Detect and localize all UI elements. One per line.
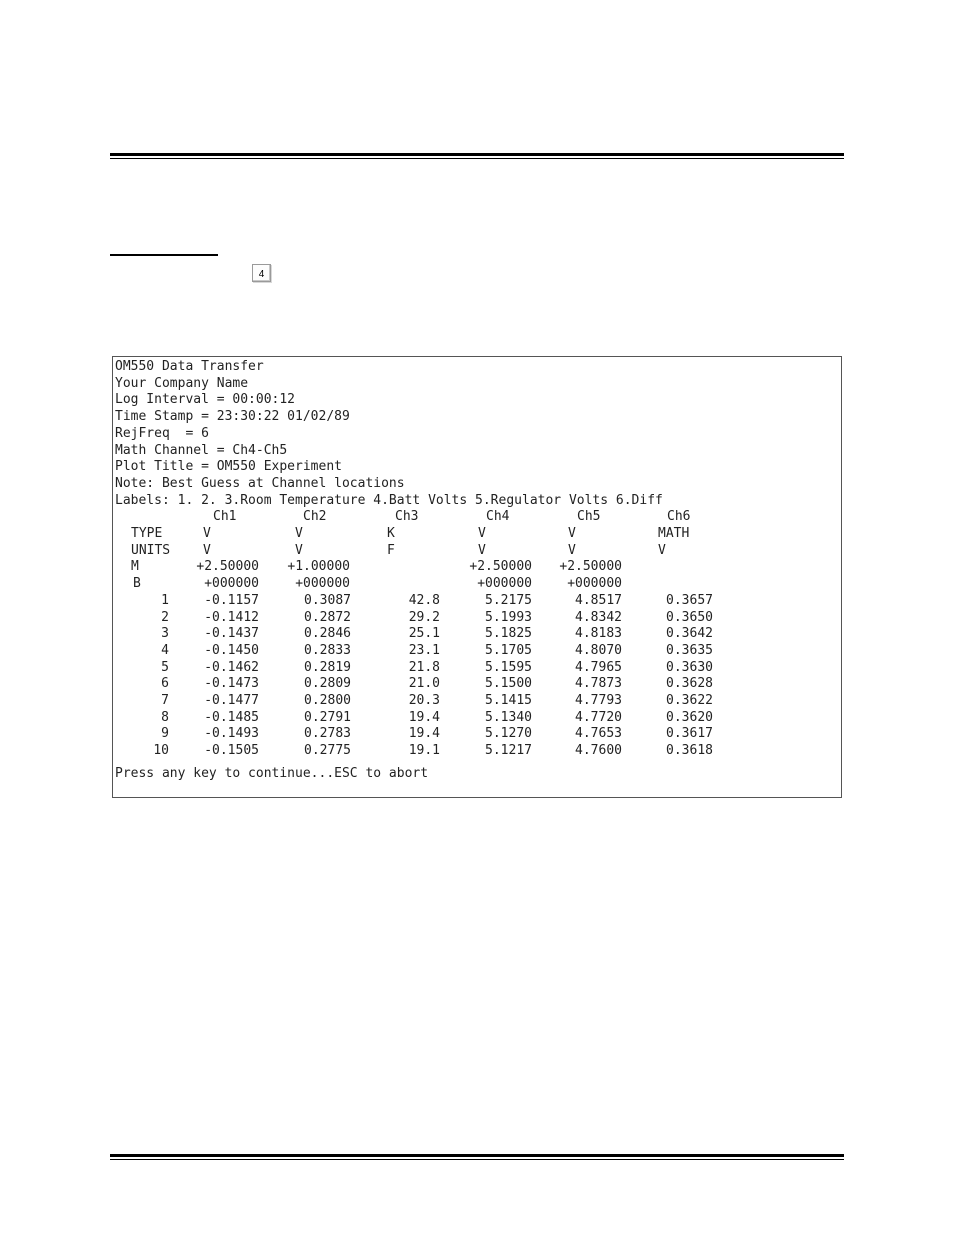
header-rule-thick: [110, 153, 844, 156]
data-cell: -0.1505: [204, 743, 259, 759]
row-index: 9: [161, 726, 169, 742]
data-cell: -0.1473: [204, 676, 259, 692]
data-cell: 0.3622: [666, 693, 713, 708]
data-cell: 0.2800: [304, 693, 351, 708]
data-cell: 0.3657: [666, 592, 713, 608]
keycap-4-icon: [252, 264, 271, 282]
type-value: V: [203, 526, 211, 541]
data-cell: 0.2872: [304, 609, 351, 625]
b-label: B: [133, 576, 141, 592]
data-cell: 0.2833: [304, 642, 351, 658]
data-cell: 19.4: [408, 709, 440, 725]
data-cell: 5.1705: [485, 642, 532, 658]
units-value: V: [658, 542, 666, 558]
data-cell: 4.7653: [575, 726, 622, 742]
header-line: Note: Best Guess at Channel locations: [115, 475, 405, 491]
data-cell: 0.3620: [666, 709, 713, 725]
header-line: Math Channel = Ch4-Ch5: [115, 442, 288, 458]
channel-header: Ch3: [395, 509, 419, 525]
type-value: K: [387, 526, 395, 541]
data-cell: 0.3642: [666, 626, 713, 642]
header-line: Your Company Name: [115, 375, 249, 391]
data-cell: 19.1: [408, 743, 440, 759]
data-transfer-screen: [112, 356, 842, 798]
m-value: +2.50000: [196, 559, 259, 575]
units-label: UNITS: [131, 542, 171, 558]
data-cell: 4.7600: [575, 743, 622, 759]
data-cell: -0.1485: [204, 709, 259, 725]
data-cell: 0.2791: [304, 709, 351, 725]
data-cell: 25.1: [408, 626, 440, 642]
row-index: 10: [153, 743, 169, 759]
row-index: 7: [161, 693, 169, 708]
row-index: 2: [161, 609, 169, 625]
data-cell: 0.3618: [666, 743, 713, 759]
data-cell: 0.2819: [304, 659, 351, 675]
data-cell: 5.1217: [485, 743, 532, 759]
data-cell: 5.1340: [485, 709, 532, 725]
type-value: V: [568, 526, 576, 541]
data-cell: 23.1: [408, 642, 440, 658]
units-value: V: [295, 542, 303, 558]
data-cell: -0.1450: [204, 642, 259, 658]
data-cell: 5.1415: [485, 693, 532, 708]
m-value: +2.50000: [559, 559, 622, 575]
row-index: 4: [161, 642, 169, 658]
type-value: MATH: [658, 526, 690, 541]
data-cell: -0.1437: [204, 626, 259, 642]
data-cell: 4.8183: [575, 626, 622, 642]
data-cell: 29.2: [408, 609, 440, 625]
type-value: V: [478, 526, 486, 541]
row-index: 6: [161, 676, 169, 692]
data-cell: 0.3617: [666, 726, 713, 742]
type-label: TYPE: [131, 526, 163, 541]
header-line: OM550 Data Transfer: [115, 359, 264, 374]
data-cell: 0.2809: [304, 676, 351, 692]
type-value: V: [295, 526, 303, 541]
header-line: Time Stamp = 23:30:22 01/02/89: [115, 409, 350, 425]
data-cell: 0.3650: [666, 609, 713, 625]
header-line: RejFreq = 6: [115, 425, 209, 441]
channel-header: Ch6: [667, 509, 691, 525]
row-index: 1: [161, 592, 169, 608]
keycap-label: 4: [258, 269, 265, 280]
header-line: Labels: 1. 2. 3.Room Temperature 4.Batt Volts 5.Regulator Volts 6.Diff: [115, 492, 663, 508]
data-cell: 4.7965: [575, 659, 622, 675]
units-value: V: [568, 542, 576, 558]
data-cell: -0.1493: [204, 726, 259, 742]
data-cell: 0.2783: [304, 726, 351, 742]
data-cell: 5.1595: [485, 659, 532, 675]
row-index: 8: [161, 709, 169, 725]
data-cell: -0.1157: [204, 592, 259, 608]
units-value: V: [478, 542, 486, 558]
row-index: 5: [161, 659, 169, 675]
b-value: +000000: [295, 576, 350, 592]
m-value: +2.50000: [469, 559, 532, 575]
data-cell: 0.3635: [666, 642, 713, 658]
units-value: V: [203, 542, 211, 558]
b-value: +000000: [567, 576, 622, 592]
data-cell: 19.4: [408, 726, 440, 742]
row-index: 3: [161, 626, 169, 642]
data-cell: 0.3628: [666, 676, 713, 692]
data-cell: 20.3: [408, 693, 440, 708]
data-cell: 4.7720: [575, 709, 622, 725]
data-cell: 0.3630: [666, 659, 713, 675]
data-cell: 4.8070: [575, 642, 622, 658]
data-cell: 4.7793: [575, 693, 622, 708]
data-cell: -0.1477: [204, 693, 259, 708]
data-cell: 0.2775: [304, 743, 351, 759]
b-value: +000000: [477, 576, 532, 592]
channel-header: Ch2: [303, 509, 327, 525]
data-cell: 5.1270: [485, 726, 532, 742]
section-heading-underline: [110, 254, 218, 256]
data-cell: 0.3087: [304, 592, 351, 608]
header-line: Plot Title = OM550 Experiment: [115, 459, 342, 475]
data-cell: 4.8517: [575, 592, 622, 608]
m-label: M: [131, 559, 139, 575]
data-cell: 21.8: [408, 659, 440, 675]
data-cell: 21.0: [408, 676, 440, 692]
data-cell: -0.1412: [204, 609, 259, 625]
b-value: +000000: [204, 576, 259, 592]
header-rule-thin: [110, 158, 844, 159]
channel-header: Ch5: [577, 509, 601, 525]
footer-rule-thick: [110, 1154, 844, 1157]
data-cell: 5.1825: [485, 626, 532, 642]
data-cell: 5.1993: [485, 609, 532, 625]
footer-rule-thin: [110, 1159, 844, 1160]
continue-prompt: Press any key to continue...ESC to abort: [115, 766, 429, 781]
channel-header: Ch1: [213, 509, 237, 525]
data-cell: 4.7873: [575, 676, 622, 692]
header-line: Log Interval = 00:00:12: [115, 392, 296, 408]
data-cell: 42.8: [408, 592, 440, 608]
m-value: +1.00000: [287, 559, 350, 575]
data-cell: 0.2846: [304, 626, 351, 642]
units-value: F: [387, 542, 395, 558]
data-cell: 4.8342: [575, 609, 622, 625]
data-cell: -0.1462: [204, 659, 259, 675]
channel-header: Ch4: [486, 509, 510, 525]
data-cell: 5.1500: [485, 676, 532, 692]
data-cell: 5.2175: [485, 592, 532, 608]
